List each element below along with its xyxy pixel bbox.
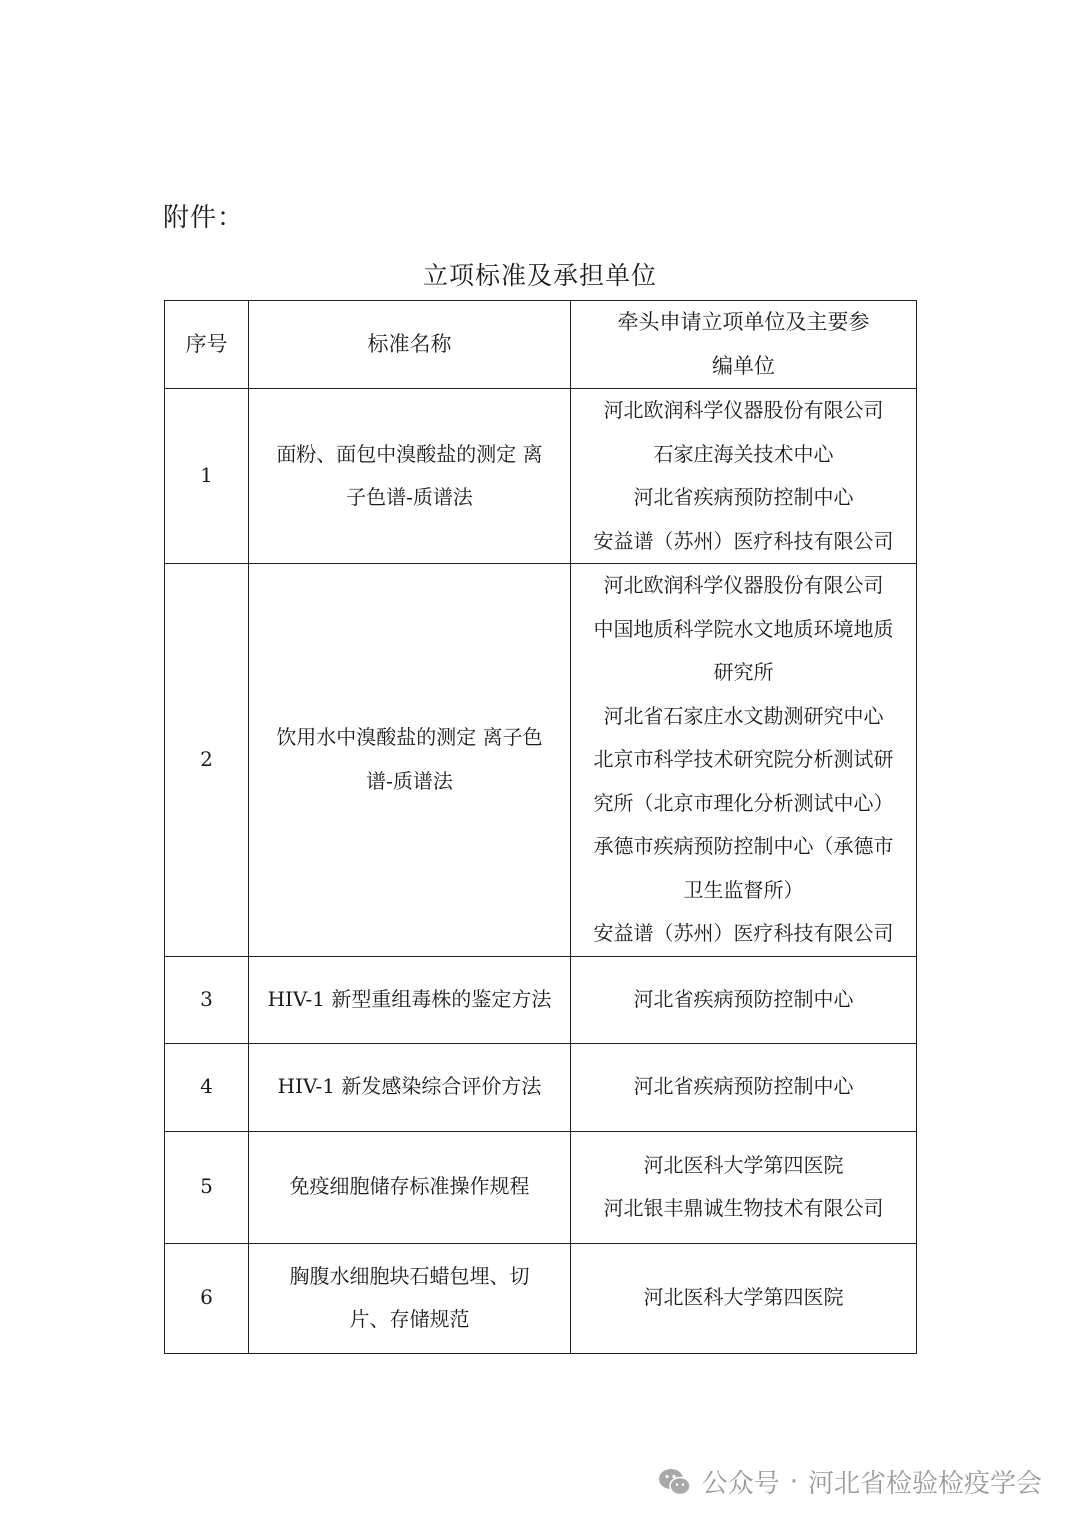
header-standard-name: 标准名称 <box>249 301 571 389</box>
attachment-label: 附件： <box>163 203 245 233</box>
unit-name: 河北省疾病预防控制中心 <box>633 485 854 509</box>
standard-name-line: 面粉、面包中溴酸盐的测定 离 <box>276 441 543 466</box>
unit-name: 研究所 <box>713 660 774 684</box>
standard-name-line: 胸腹水细胞块石蜡包埋、切 <box>289 1263 530 1288</box>
unit-name: 河北省石家庄水文勘测研究中心 <box>603 703 884 728</box>
watermark-label: 公众号 <box>701 1469 780 1499</box>
row-standard-name <box>249 564 571 957</box>
row-standard-name: HIV-1 新型重组毒株的鉴定方法 <box>249 956 571 1043</box>
standard-name-line: 饮用水中溴酸盐的测定 离子色 <box>276 725 543 750</box>
row-seq: 2 <box>165 564 249 957</box>
standard-name-line: 谱-质谱法 <box>366 768 453 793</box>
unit-name: 安益谱（苏州）医疗科技有限公司 <box>593 921 894 945</box>
unit-name: 河北欧润科学仪器股份有限公司 <box>603 398 884 422</box>
unit-name: 河北医科大学第四医院 <box>643 1152 844 1177</box>
table-header-row <box>165 301 917 389</box>
row-standard-name <box>249 389 571 564</box>
unit-name: 卫生监督所） <box>683 877 804 902</box>
header-units-line: 编单位 <box>712 353 775 378</box>
table-row <box>165 1131 917 1243</box>
document-title: 立项标准及承担单位 <box>422 261 657 290</box>
unit-name: 中国地质科学院水文地质环境地质 <box>593 616 894 641</box>
row-units <box>571 1043 917 1131</box>
unit-name: 安益谱（苏州）医疗科技有限公司 <box>593 528 894 553</box>
unit-name: 究所（北京市理化分析测试中心） <box>593 790 894 815</box>
table-row <box>165 389 917 564</box>
header-units-line: 牵头申请立项单位及主要参 <box>617 310 870 334</box>
wechat-watermark <box>658 1463 1042 1500</box>
row-seq: 5 <box>165 1131 249 1243</box>
row-seq: 4 <box>165 1043 249 1131</box>
table-row <box>165 956 917 1043</box>
unit-name: 河北省疾病预防控制中心 <box>633 986 854 1011</box>
unit-name: 北京市科学技术研究院分析测试研 <box>593 747 894 771</box>
standard-name-line: 片、存储规范 <box>349 1307 470 1331</box>
row-seq: 3 <box>165 956 249 1043</box>
unit-name: 河北省疾病预防控制中心 <box>633 1074 854 1099</box>
row-units <box>571 389 917 564</box>
row-units <box>571 1243 917 1353</box>
unit-name: 河北欧润科学仪器股份有限公司 <box>603 573 884 597</box>
table-row <box>165 1043 917 1131</box>
row-standard-name: HIV-1 新发感染综合评价方法 <box>249 1043 571 1131</box>
unit-name: 石家庄海关技术中心 <box>653 441 834 466</box>
unit-name: 河北银丰鼎诚生物技术有限公司 <box>603 1196 884 1220</box>
header-units <box>571 301 917 389</box>
standard-name-line: 子色谱-质谱法 <box>346 485 473 509</box>
row-units <box>571 1131 917 1243</box>
row-standard-name <box>249 1243 571 1353</box>
watermark-separator: · <box>789 1466 798 1497</box>
row-units <box>571 956 917 1043</box>
row-seq: 1 <box>165 389 249 564</box>
row-units <box>571 564 917 957</box>
standards-table <box>164 300 917 1354</box>
row-seq: 6 <box>165 1243 249 1353</box>
header-seq: 序号 <box>165 301 249 389</box>
unit-name: 承德市疾病预防控制中心（承德市 <box>593 834 894 858</box>
wechat-icon <box>658 1467 692 1497</box>
watermark-account: 河北省检验检疫学会 <box>807 1469 1042 1499</box>
table-row <box>165 564 917 957</box>
row-standard-name: 免疫细胞储存标准操作规程 <box>249 1131 571 1243</box>
unit-name: 河北医科大学第四医院 <box>643 1285 844 1310</box>
table-row <box>165 1243 917 1353</box>
